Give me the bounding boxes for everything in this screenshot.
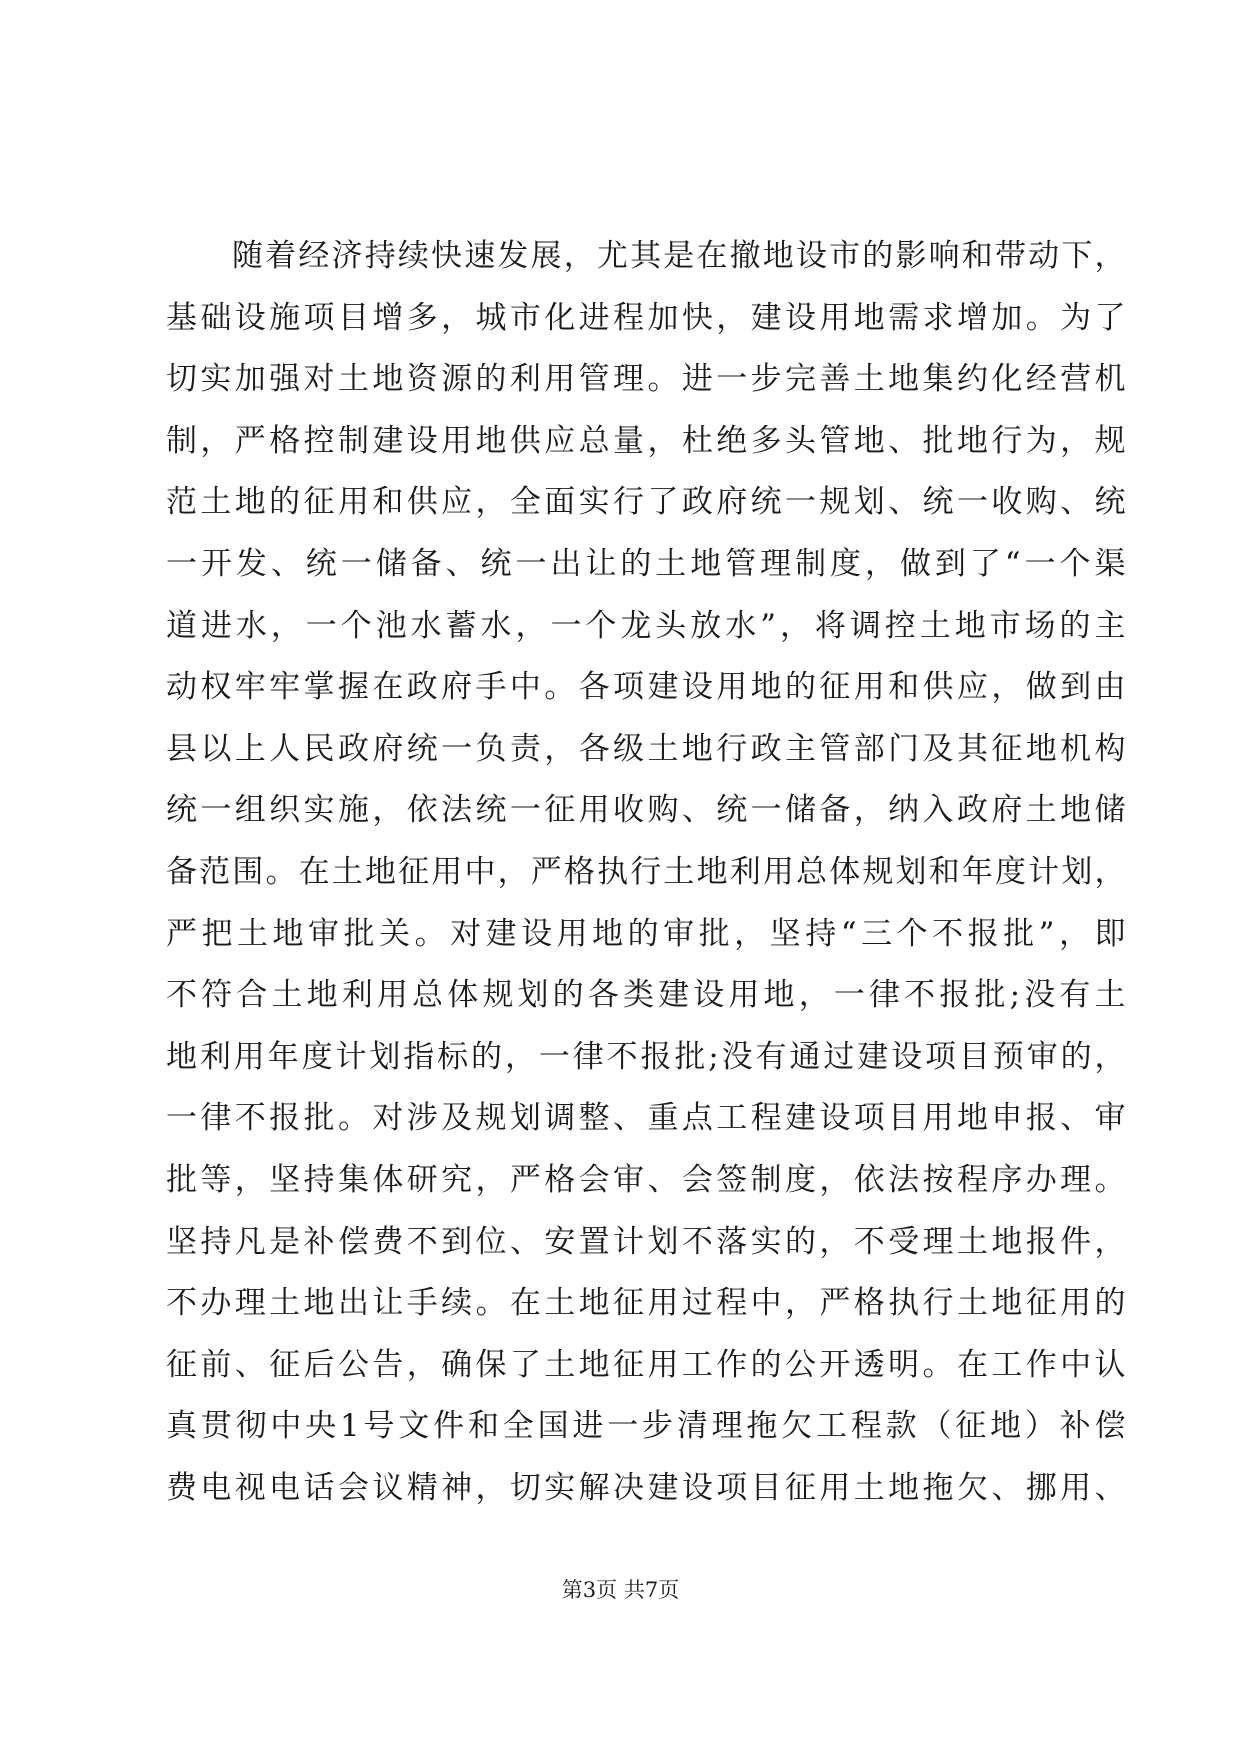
paragraph-line: 统一组织实施，依法统一征用收购、统一储备，纳入政府土地储 — [166, 792, 1126, 829]
paragraph-line: 一开发、统一储备、统一出让的土地管理制度，做到了“一个渠 — [166, 545, 1126, 582]
paragraph-line: 真贯彻中央1号文件和全国进一步清理拖欠工程款（征地）补偿 — [166, 1408, 1126, 1445]
paragraph-line: 道进水，一个池水蓄水，一个龙头放水”，将调控土地市场的主 — [166, 607, 1126, 644]
paragraph-line: 不符合土地利用总体规划的各类建设用地，一律不报批;没有土 — [166, 977, 1126, 1014]
paragraph-line: 动权牢牢掌握在政府手中。各项建设用地的征用和供应，做到由 — [166, 669, 1126, 706]
paragraph-line: 随着经济持续快速发展，尤其是在撤地设市的影响和带动下， — [232, 238, 1126, 274]
paragraph-line: 批等，坚持集体研究，严格会审、会签制度，依法按程序办理。 — [166, 1161, 1126, 1198]
paragraph-line: 一律不报批。对涉及规划调整、重点工程建设项目用地申报、审 — [166, 1100, 1126, 1137]
paragraph-line: 严把土地审批关。对建设用地的审批，坚持“三个不报批”，即 — [166, 915, 1126, 952]
paragraph-line: 备范围。在土地征用中，严格执行土地利用总体规划和年度计划， — [166, 853, 1126, 890]
paragraph-line: 切实加强对土地资源的利用管理。进一步完善土地集约化经营机 — [166, 361, 1126, 398]
paragraph-line: 基础设施项目增多，城市化进程加快，建设用地需求增加。为了 — [166, 299, 1126, 336]
paragraph-line: 坚持凡是补偿费不到位、安置计划不落实的，不受理土地报件， — [166, 1223, 1126, 1260]
paragraph-line: 地利用年度计划指标的，一律不报批;没有通过建设项目预审的， — [166, 1038, 1126, 1075]
page-footer — [0, 1575, 1241, 1605]
paragraph-line: 不办理土地出让手续。在土地征用过程中，严格执行土地征用的 — [166, 1285, 1126, 1322]
body-paragraph — [166, 226, 1126, 1519]
paragraph-line: 费电视电话会议精神，切实解决建设项目征用土地拖欠、挪用、 — [166, 1469, 1126, 1506]
paragraph-line: 制，严格控制建设用地供应总量，杜绝多头管地、批地行为，规 — [166, 422, 1126, 459]
paragraph-line: 范土地的征用和供应，全面实行了政府统一规划、统一收购、统 — [166, 484, 1126, 521]
paragraph-line: 征前、征后公告，确保了土地征用工作的公开透明。在工作中认 — [166, 1346, 1126, 1383]
paragraph-line: 县以上人民政府统一负责，各级土地行政主管部门及其征地机构 — [166, 730, 1126, 767]
page-number: 第3页 共7页 — [561, 1578, 680, 1602]
